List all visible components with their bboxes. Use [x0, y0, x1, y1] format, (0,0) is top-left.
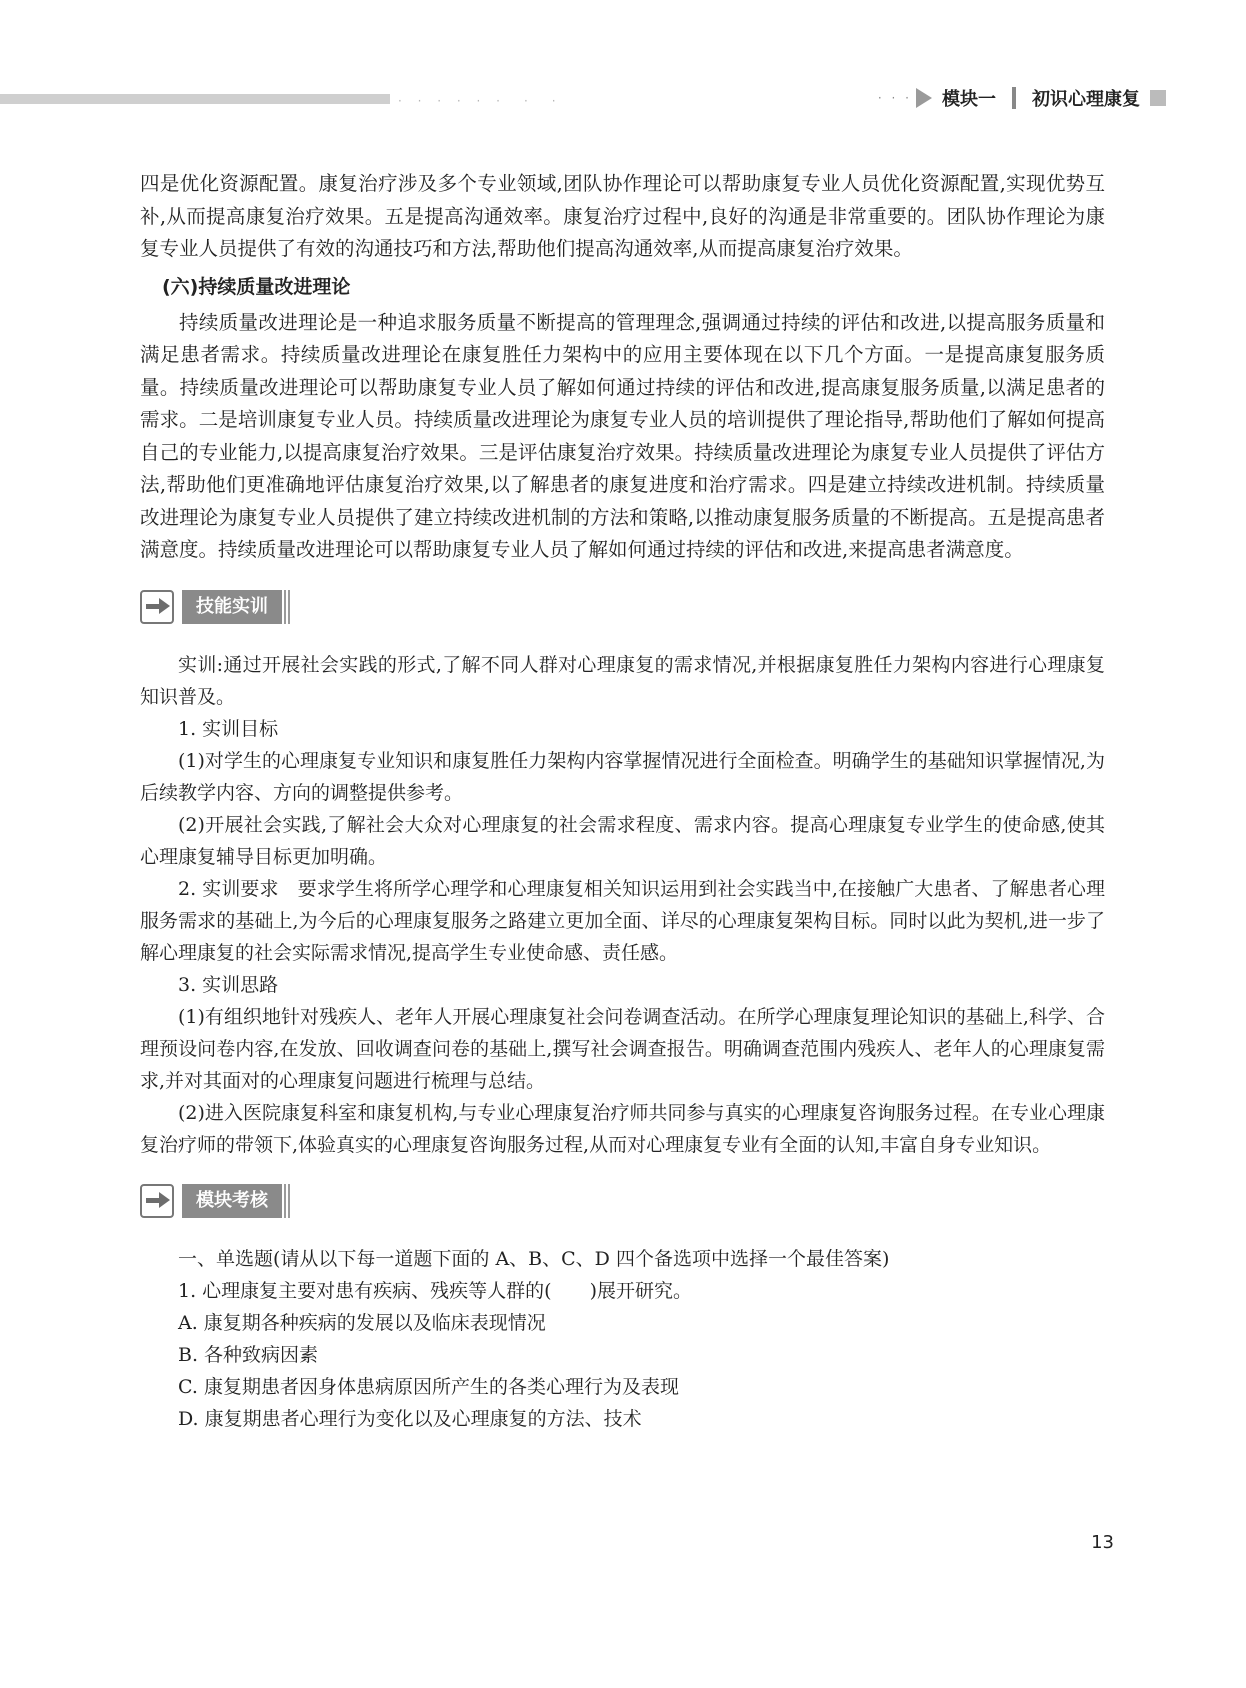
exam-content — [140, 1243, 1105, 1435]
skills-heading-1: 1. 实训目标 — [178, 717, 279, 740]
option-d: D. 康复期患者心理行为变化以及心理康复的方法、技术 — [178, 1407, 642, 1430]
header-separator — [1012, 87, 1016, 109]
option-c: C. 康复期患者因身体患病原因所产生的各类心理行为及表现 — [178, 1375, 679, 1398]
skills-heading-2: 2. 实训要求 要求学生将所学心理学和心理康复相关知识运用到社会实践当中,在接触广大患者、了解患者心理服务需求的基础上,为今后的心理康复服务之路建立更加全面、详尽的心理康复架构目标。同时以此为契机,进一步了解心理康复的社会实际需求情况,提高学生专业使命感、责任感。 — [140, 877, 1105, 964]
skills-item-3-2: (2)进入医院康复科室和康复机构,与专业心理康复治疗师共同参与真实的心理康复咨询服务过程。在专业心理康复治疗师的带领下,体验真实的心理康复咨询服务过程,从而对心理康复专业有全面的认知,丰富自身专业知识。 — [140, 1101, 1105, 1156]
header-gray-bar — [0, 94, 390, 104]
header-square-icon — [1150, 90, 1166, 106]
banner-stripes — [284, 1184, 292, 1218]
page-content — [140, 168, 1105, 1435]
skills-item-1-1: (1)对学生的心理康复专业知识和康复胜任力架构内容掌握情况进行全面检查。明确学生的基础知识掌握情况,为后续教学内容、方向的调整提供参考。 — [140, 749, 1105, 804]
skills-content — [140, 649, 1105, 1161]
header-breadcrumb — [878, 85, 1166, 111]
header-module: 模块一 — [942, 89, 996, 110]
question-1: 1. 心理康复主要对患有疾病、残疾等人群的( )展开研究。 — [178, 1279, 692, 1302]
exam-banner-label: 模块考核 — [182, 1184, 282, 1218]
breadcrumb-dots: · · · — [877, 91, 912, 105]
skills-item-3-1: (1)有组织地针对残疾人、老年人开展心理康复社会问卷调查活动。在所学心理康复理论知识的基础上,科学、合理预设问卷内容,在发放、回收调查问卷的基础上,撰写社会调查报告。明确调查范围内残疾人、老年人的心理康复需求,并对其面对的心理康复问题进行梳理与总结。 — [140, 1005, 1105, 1092]
option-b: B. 各种致病因素 — [178, 1343, 319, 1366]
skills-item-1-2: (2)开展社会实践,了解社会大众对心理康复的社会需求程度、需求内容。提高心理康复专业学生的使命感,使其心理康复辅导目标更加明确。 — [140, 813, 1105, 868]
exam-banner — [140, 1183, 1105, 1219]
skills-banner-label: 技能实训 — [182, 590, 282, 624]
paragraph-team-continued: 四是优化资源配置。康复治疗涉及多个专业领域,团队协作理论可以帮助康复专业人员优化资源配置,实现优势互补,从而提高康复治疗效果。五是提高沟通效率。康复治疗过程中,良好的沟通是非常重要的。团队协作理论为康复专业人员提供了有效的沟通技巧和方法,帮助他们提高沟通效率,从而提高康复治疗效果。 — [140, 172, 1105, 260]
running-header — [0, 89, 1246, 124]
arrow-right-icon — [140, 590, 174, 624]
exam-instructions: 一、单选题(请从以下每一道题下面的 A、B、C、D 四个备选项中选择一个最佳答案) — [178, 1247, 890, 1270]
skills-intro: 实训:通过开展社会实践的形式,了解不同人群对心理康复的需求情况,并根据康复胜任力架构内容进行心理康复知识普及。 — [140, 653, 1105, 708]
chevron-right-icon — [916, 88, 932, 108]
banner-stripes — [284, 590, 292, 624]
skills-heading-3: 3. 实训思路 — [178, 973, 279, 996]
page-number: 13 — [1091, 1532, 1114, 1553]
option-a: A. 康复期各种疾病的发展以及临床表现情况 — [178, 1311, 546, 1334]
skills-banner — [140, 589, 1105, 625]
arrow-right-icon — [140, 1184, 174, 1218]
header-title: 初识心理康复 — [1032, 89, 1140, 110]
header-dots: · · · · · · · · — [398, 94, 562, 108]
section-title: (六)持续质量改进理论 — [162, 275, 351, 298]
section-body: 持续质量改进理论是一种追求服务质量不断提高的管理理念,强调通过持续的评估和改进,以提高服务质量和满足患者需求。持续质量改进理论在康复胜任力架构中的应用主要体现在以下几个方面。一是提高康复服务质量。持续质量改进理论可以帮助康复专业人员了解如何通过持续的评估和改进,提高康复服务质量,以满足患者的需求。二是培训康复专业人员。持续质量改进理论为康复专业人员的培训提供了理论指导,帮助他们了解如何提高自己的专业能力,以提高康复治疗效果。三是评估康复治疗效果。持续质量改进理论为康复专业人员提供了评估方法,帮助他们更准确地评估康复治疗效果,以了解患者的康复进度和治疗需求。四是建立持续改进机制。持续质量改进理论为康复专业人员提供了建立持续改进机制的方法和策略,以推动康复服务质量的不断提高。五是提高患者满意度。持续质量改进理论可以帮助康复专业人员了解如何通过持续的评估和改进,来提高患者满意度。 — [140, 310, 1105, 561]
